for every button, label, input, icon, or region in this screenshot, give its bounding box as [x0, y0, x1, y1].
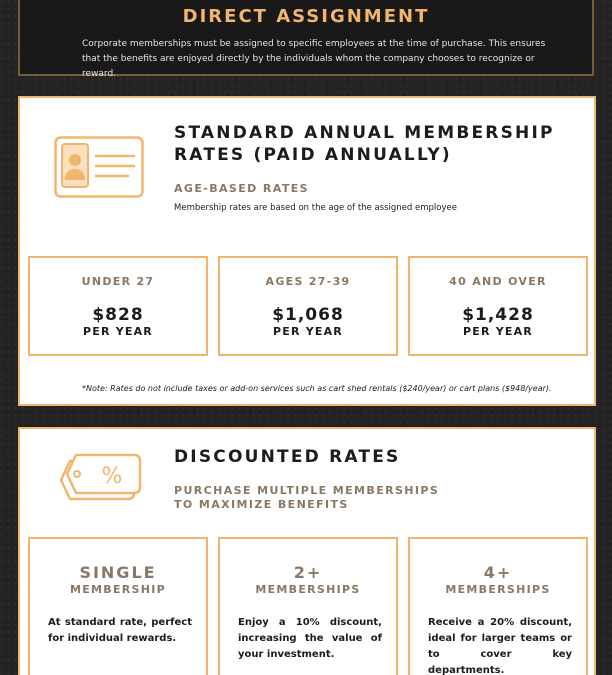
tier-price: $1,428 [462, 305, 534, 325]
option-headline: SINGLE [79, 563, 157, 582]
option-label: MEMBERSHIP [69, 583, 167, 596]
option-description: At standard rate, perfect for individual rewards. [48, 617, 192, 644]
id-card-icon [54, 136, 144, 202]
discounted-title: DISCOUNTED RATES [174, 447, 401, 467]
discounted-rates-card [18, 427, 596, 675]
tier-period: PER YEAR [83, 325, 153, 338]
age-based-subtitle: AGE-BASED RATES [174, 182, 309, 195]
option-headline: 4+ [483, 563, 513, 582]
discounted-subtitle-line1: PURCHASE MULTIPLE MEMBERSHIPS [174, 484, 440, 497]
rate-tier-27-39 [218, 256, 398, 356]
tier-label: UNDER 27 [81, 275, 155, 288]
discount-tag-icon [58, 449, 142, 509]
tier-price: $1,068 [272, 305, 344, 325]
tier-price: $828 [92, 305, 144, 325]
option-description: Receive a 20% discount, ideal for larger teams or to cover key departments. [428, 617, 572, 675]
tier-label: AGES 27-39 [265, 275, 351, 288]
direct-assignment-description: Corporate memberships must be assigned to specific employees at the time of purchase. This ensures that the benefits are enjoyed directly by the individuals whom the company chooses to recognize or reward. [82, 39, 546, 79]
discount-option-single [28, 537, 208, 675]
direct-assignment-title: DIRECT ASSIGNMENT [182, 6, 430, 27]
standard-title-line2: RATES (PAID ANNUALLY) [174, 145, 452, 165]
option-label: MEMBERSHIPS [255, 583, 361, 596]
tier-period: PER YEAR [463, 325, 533, 338]
tier-period: PER YEAR [273, 325, 343, 338]
discount-option-2plus [218, 537, 398, 675]
option-description: Enjoy a 10% discount, increasing the value of your investment. [238, 617, 382, 660]
discounted-subtitle-line2: TO MAXIMIZE BENEFITS [174, 498, 349, 511]
option-headline: 2+ [293, 563, 323, 582]
standard-title-line1: STANDARD ANNUAL MEMBERSHIP [174, 123, 555, 143]
svg-text:%: % [101, 464, 123, 489]
rates-footnote: *Note: Rates do not include taxes or add-on services such as cart shed rentals ($240/year) or cart plans ($948/year). [82, 384, 552, 393]
option-label: MEMBERSHIPS [445, 583, 551, 596]
standard-rates-card [18, 96, 596, 406]
rate-tier-40-over [408, 256, 588, 356]
rate-tier-under-27 [28, 256, 208, 356]
age-based-description: Membership rates are based on the age of the assigned employee [174, 203, 457, 213]
tier-label: 40 AND OVER [449, 275, 547, 288]
discount-option-4plus [408, 537, 588, 675]
direct-assignment-panel [18, 0, 594, 79]
